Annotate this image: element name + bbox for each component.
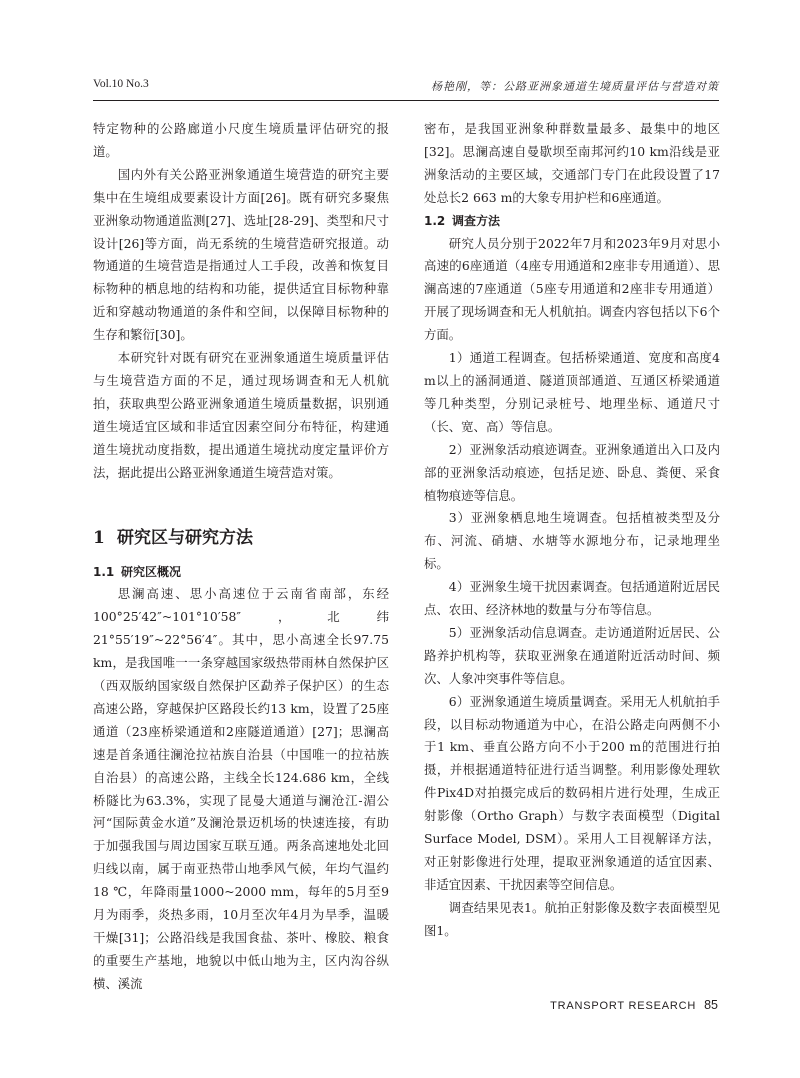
list-item: 3）亚洲象栖息地生境调查。包括植被类型及分布、河流、硝塘、水塘等水源地分布，记录地理坐标。 [424,510,720,572]
paragraph: 思澜高速、思小高速位于云南省南部，东经100°25′42″~101°10′58″，北纬21°55′19″~22°56′4″。其中，思小高速全长97.75 km，是我国唯一一条穿越国家级热带雨林自然保护区（西双版纳国家级自然保护区勐养子保护区）的生态高速公路，穿越保护区路段长约13 km，设置了25座通道（23座桥梁通道和2座隧道通道）[27]；思澜高速是首条通往澜沧拉祜族自治县（中国唯一的拉祜族自治县）的高速公路，主线全长124.686 km，全线桥隧比为63.3%，实现了昆曼大通道与澜沧江-湄公河“国际黄金水道”及澜沧景迈机场的快速连接，有助于加强我国与周边国家互联互通。两条高速地处北回归线以南，属于南亚热带山地季风气候，年均气温约18 ℃，年降雨量1000~2000 mm，每年的5月至9月为雨季，炎热多雨，10月至次年4月为旱季，温暖干燥[31]；公路沿线是我国食盐、茶叶、橡胶、粮食的重要生产基地，地貌以中低山地为主，区内沟谷纵横、溪流 [93,586,389,991]
list-item: 2）亚洲象活动痕迹调查。亚洲象通道出入口及内部的亚洲象活动痕迹，包括足迹、卧息、粪便、采食植物痕迹等信息。 [424,441,720,503]
page-footer [550,998,718,1012]
list-item: 4）亚洲象生境干扰因素调查。包括通道附近居民点、农田、经济林地的数量与分布等信息。 [424,579,720,618]
list-item: 5）亚洲象活动信息调查。走访通道附近居民、公路养护机构等，获取亚洲象在通道附近活动时间、频次、人象冲突事件等信息。 [424,624,720,686]
footer-journal-name: TRANSPORT RESEARCH [550,1000,697,1012]
section-number: 1 [93,527,105,548]
list-item: 6）亚洲象通道生境质量调查。采用无人机航拍手段，以目标动物通道为中心，在沿公路走向两侧不小于1 km、垂直公路方向不小于200 m的范围进行拍摄，并根据通道特征进行适当调整。利用影像处理软件Pix4D对拍摄完成后的数码相片进行处理，生成正射影像（Ortho Graph）与数字表面模型（Digital Surface Model, DSM）。采用人工目视解译方法，对正射影像进行处理，提取亚洲象通道的适宜因素、非适宜因素、干扰因素等空间信息。 [424,693,720,892]
paragraph: 调查结果见表1。航拍正射影像及数字表面模型见图1。 [424,899,720,938]
header-rule [93,100,719,101]
section-title: 研究区与研究方法 [117,527,253,548]
subsection-heading [424,210,720,233]
section-heading [93,525,389,551]
running-header [93,78,719,98]
page-number: 85 [704,998,718,1012]
journal-volume: Vol.10 No.3 [93,78,149,90]
left-column [93,118,389,996]
list-item: 1）通道工程调查。包括桥梁通道、宽度和高度4 m以上的涵洞通道、隧道顶部通道、互通区桥梁通道等几种类型，分别记录桩号、地理坐标、通道尺寸（长、宽、高）等信息。 [424,350,720,434]
paragraph: 国内外有关公路亚洲象通道生境营造的研究主要集中在生境组成要素设计方面[26]。既有研究多聚焦亚洲象动物通道监测[27]、选址[28-29]、类型和尺寸设计[26]等方面，尚无系统的生境营造研究报道。动物通道的生境营造是指通过人工手段，改善和恢复目标物种的栖息地的结构和功能，提供适宜目标物种靠近和穿越动物通道的条件和空间，以保障目标物种的生存和繁衍[30]。 [93,166,389,343]
paragraph: 研究人员分别于2022年7月和2023年9月对思小高速的6座通道（4座专用通道和2座非专用通道）、思澜高速的7座通道（5座专用通道和2座非专用通道）开展了现场调查和无人机航拍。调查内容包括以下6个方面。 [424,235,720,343]
subsection-title: 调查方法 [452,213,501,228]
subsection-number: 1.2 [424,213,446,228]
running-title: 杨艳刚，等：公路亚洲象通道生境质量评估与营造对策 [431,80,719,93]
subsection-heading [93,561,389,584]
subsection-number: 1.1 [93,564,115,579]
paragraph: 特定物种的公路廊道小尺度生境质量评估研究的报道。 [93,121,389,159]
right-column [424,118,720,943]
subsection-title: 研究区概况 [121,564,182,579]
paragraph: 本研究针对既有研究在亚洲象通道生境质量评估与生境营造方面的不足，通过现场调查和无人机航拍，获取典型公路亚洲象通道生境质量数据，识别通道生境适宜区域和非适宜因素空间分布特征，构建通道生境扰动度指数，提出通道生境扰动度定量评价方法，据此提出公路亚洲象通道生境营造对策。 [93,350,389,480]
paragraph: 密布，是我国亚洲象种群数量最多、最集中的地区[32]。思澜高速自曼歇坝至南邦河约10 km沿线是亚洲象活动的主要区域，交通部门专门在此段设置了17处总长2 663 m的大象专用护栏和6座通道。 [424,121,720,205]
